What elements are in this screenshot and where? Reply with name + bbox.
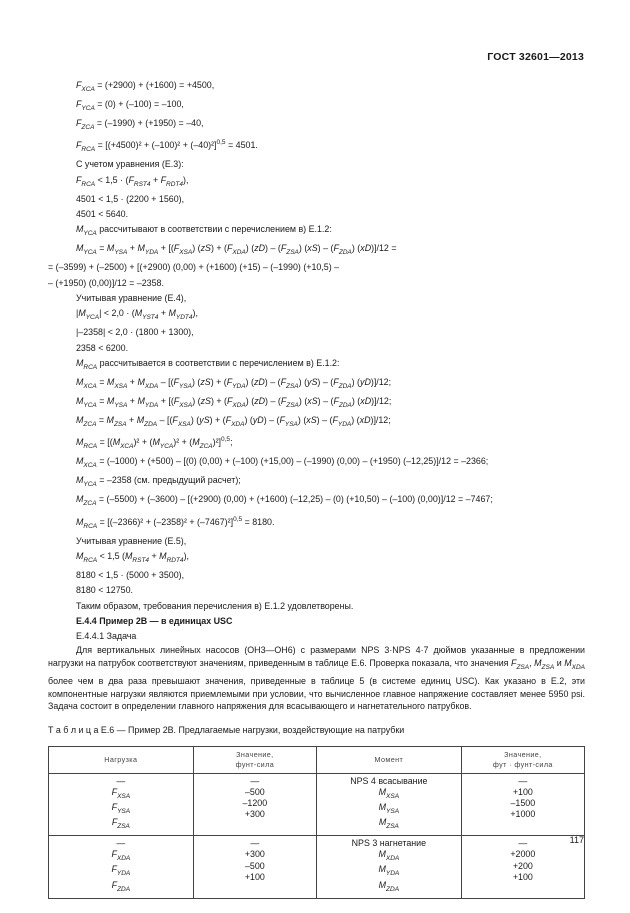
page-number: 117 [569,835,584,845]
calc-line: 4501 < 1,5 · (2200 + 1560), [76,193,185,204]
table-row [49,836,585,899]
cell-value: +100 [512,871,533,882]
load-value-cell [193,836,316,899]
calc-line: 4501 < 5640. [76,208,129,219]
table-header-row [49,746,585,773]
moment-value-cell [461,773,584,836]
moment-cell [316,836,461,899]
cell-value: $M_{ZDA}$ [378,879,400,893]
cell-value: +300 [244,809,265,820]
cell-value: +2000 [510,849,536,860]
calc-line: Учитывая уравнение (Е.5), [76,535,187,546]
cell-value: $F_{ZDA}$ [111,879,131,893]
calc-line: 8180 < 12750. [76,585,134,596]
document-header: ГОСТ 32601—2013 [487,51,584,63]
cell-value: $M_{YSA}$ [378,801,400,815]
calc-line: $M_{YCA} = M_{YSA} + M_{YDA} + [(F_{XSA}) (zS) + (F_{XDA})$ $(zD) - (F_{ZSA})$ $(xS) - (F_{ZDA}) (xD)]/12$ = [76,243,397,257]
cell-value: –1200 [242,798,268,809]
table-row [49,773,585,836]
cell-value: — [518,775,528,786]
header-moment: Момент [316,746,461,773]
section-title: Е.4.4 Пример 2В — в единицах USC [76,615,233,626]
calc-line: С учетом уравнения (Е.3): [76,159,184,170]
cell-value: $F_{YDA}$ [111,864,131,878]
calc-line: $M_{RCA} = [(-2366)^2 + (-2358)^2 + (-7467)^2]^{0,5} = 8180$. [76,515,275,530]
calc-line: $M_{ZCA} = (-5500) + (-3600) - [(+2900) (0,00) + (+1600)$ (–12,25) – (0) (+10,50) – (–100) (0,00)]/12 = –7467; [76,494,493,508]
cell-value: $F_{XDA}$ [111,849,131,863]
calc-line: $M_{RCA} < 1,5$ $(M_{RST4} + M_{RDT4})$, [76,550,189,564]
calc-line: = (–3599) + (–2500) + [(+2900) (0,00) + (+1600) (+15) – (–1990) (+10,5) – [48,262,340,273]
calc-line: $F_{RCA} = [(+4500)^2 + (-100)^2 + (-40)^2]^{0,5} = 4501$. [76,139,258,153]
calc-line: 8180 < 1,5 · (5000 + 3500), [76,569,185,580]
cell-value: +100 [512,786,533,797]
cell-value: $M_{XDA}$ [378,849,400,863]
calc-line: $M_{YCA} = -2358$ (см. предыдущий расчет); [76,475,241,489]
calc-line: Таким образом, требования перечисления в) Е.1.2 удовлетворены. [76,600,354,611]
cell-value: –1500 [510,798,536,809]
calc-line: $M_{ZCA} = M_{ZSA} + M_{ZDA} - [(F_{XSA}) (yS) + (F_{XDA})$ $(yD) - (F_{YSA})$ $(xS) - (F_{YDA})$ (xD)]/12; [76,415,391,428]
header-load-value: Значение, фунт-сила [193,746,316,773]
cell-value: — [250,838,260,849]
cell-value: –500 [244,860,265,871]
calc-line: $M_{XCA} = (-1000) + (+500) - [(0) (0,00) + (-100)$ (+15,00) – (–1990) (0,00) – (+1950) (–12,25)]/12 = –2366; [76,456,489,470]
calc-line: $F_{RCA} < 1,5 \cdot (F_{RST4} + F_{RDT4})$, [76,174,189,188]
cell-value: $M_{XSA}$ [378,786,400,800]
cell-value: –500 [244,786,265,797]
cell-value: — [518,838,528,849]
calc-line: Учитывая уравнение (Е.4), [76,293,187,303]
cell-value: — [116,838,126,849]
load-value-cell [193,773,316,836]
load-cell [49,773,194,836]
calc-line: $|M_{YCA}| < 2,0 \cdot (M_{YST4} + M_{YDT4})$, [76,308,198,322]
table-caption: Т а б л и ц а Е.6 — Пример 2В. Предлагаемые нагрузки, воздействующие на патрубки [48,725,405,736]
calc-line: $F_{XCA} = (+2900) + (+1600) = +4500$, [76,80,215,93]
calc-line: – (+1950) (0,00)]/12 = –2358. [48,277,164,288]
subsection-title: Е.4.4.1 Задача [76,631,137,642]
header-moment-value: Значение, фут · фунт-сила [461,746,584,773]
cell-value: $M_{ZSA}$ [378,816,399,830]
header-load: Нагрузка [49,746,194,773]
cell-value: — [250,775,260,786]
cell-value: NPS 3 нагнетание [351,838,427,849]
cell-value: $F_{ZSA}$ [111,816,130,830]
cell-value: +300 [244,849,265,860]
calc-line: $M_{YCA} = M_{YSA} + M_{YDA} + [(F_{XSA}) (zS) + (F_{XDA})$ $(zD) - (F_{ZSA})$ $(xS) - (F_{ZDA})$ (xD)]/12; [76,396,392,409]
cell-value: +200 [512,860,533,871]
cell-value: — [116,775,126,786]
moment-value-cell [461,836,584,899]
calc-line: $M_{YCA}$ рассчитывают в соответствии с перечислением в) Е.1.2: [76,224,332,238]
calc-line: $M_{RCA} = [(M_{XCA})^2 + (M_{YCA})^2 + (M_{ZCA})^2]^{0,5}$; [76,436,233,451]
page-content [48,78,585,899]
cell-value: NPS 4 всасывание [350,775,428,786]
calculation-block [48,78,585,614]
cell-value: $M_{YDA}$ [378,864,400,878]
calc-line: $M_{RCA}$ рассчитывается в соответствии с перечислением в) Е.1.2: [76,357,340,371]
calc-line: $M_{XCA} = M_{XSA} + M_{XDA} - [(F_{YSA}) (zS) + (F_{YDA})$ $(zD) - (F_{ZSA})$ $(yS) - (F_{ZDA})$ (yD)]/12; [76,377,392,390]
calc-line: $F_{ZCA} = (-1990) + (+1950) = -40$, [76,118,204,131]
load-cell [49,836,194,899]
task-paragraph: Для вертикальных линейных насосов (ОН3—ОН6) с размерами NPS 3·NPS 4·7 дюймов указанные в предложении нагрузки на патрубок соответствуют значениям, приведенным в таблице Е.6. Проверка показала, что значения $F_{ZSA}$, $M_{ZSA}$ и $M_{XDA}$ более чем в два раза превышают значения, приведенные в таблице 5 (в системе единиц USC). Как указано в Е.2, эти компонентные нагрузки являются приемлемыми при условии, что вычисленное главное напряжение составляет менее 5950 psi. Задача состоит в определении главного напряжения для всасывающего и нагнетательного патрубков. [48,645,586,712]
cell-value: +1000 [510,809,536,820]
cell-value: $F_{YSA}$ [111,801,131,815]
calc-line: |–2358| < 2,0 · (1800 + 1300), [76,327,194,338]
cell-value: $F_{XSA}$ [111,786,131,800]
calc-line: 2358 < 6200. [76,342,129,353]
loads-table [48,746,585,899]
calc-line: $F_{YCA} = (0) + (-100) = -100$, [76,99,184,112]
cell-value: +100 [244,871,265,882]
moment-cell [316,773,461,836]
